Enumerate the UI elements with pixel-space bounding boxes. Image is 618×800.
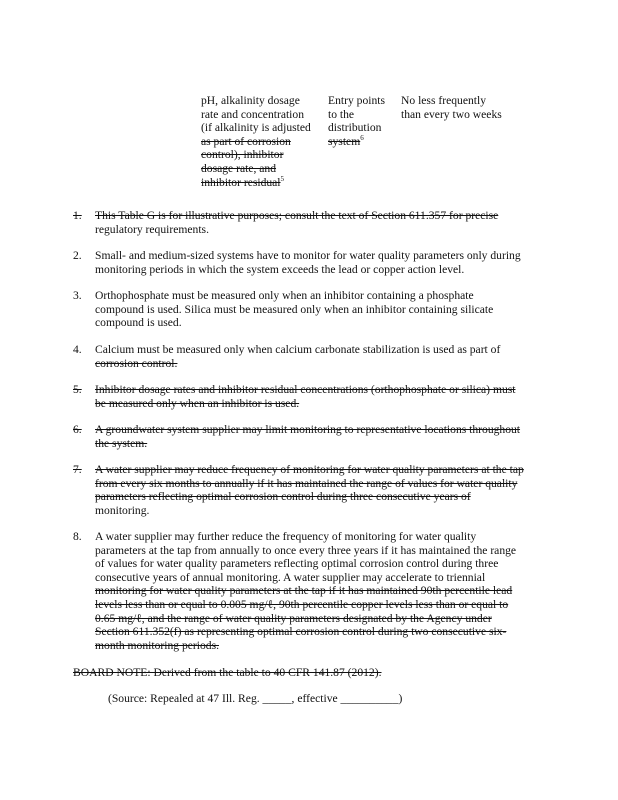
cell-line: distribution <box>328 121 382 135</box>
note-line-struck: Inhibitor dosage rates and inhibitor residual concentrations (orthophosphate or silica) must <box>95 383 516 396</box>
cell-line-with-footnote <box>328 135 398 149</box>
cell-line-struck: control), inhibitor <box>201 148 284 162</box>
table-cell-parameters <box>201 94 326 189</box>
note-line: Calcium must be measured only when calcium carbonate stabilization is used as part of <box>95 343 501 356</box>
cell-line-with-footnote <box>201 176 326 190</box>
cell-line: Entry points <box>328 94 386 107</box>
note-number: 2. <box>73 249 82 262</box>
note-line-struck: be measured only when an inhibitor is used. <box>95 396 300 410</box>
cell-line: (if alkalinity is adjusted <box>201 121 311 135</box>
note-line: compound is used. <box>95 316 182 330</box>
note-line: A water supplier may further reduce the frequency of monitoring for water quality <box>95 530 477 543</box>
table-cell-frequency <box>401 94 531 121</box>
cell-line: pH, alkalinity dosage <box>201 94 300 107</box>
note-line: monitoring periods in which the system exceeds the lead or copper action level. <box>95 262 465 276</box>
note-text <box>95 209 545 236</box>
note-text <box>95 383 545 410</box>
note-text <box>95 343 545 370</box>
note-text <box>95 249 545 276</box>
source-line: (Source: Repealed at 47 Ill. Reg. _____, effective __________) <box>108 692 403 705</box>
note-line-struck: parameters reflecting optimal corrosion control during three consecutive years of <box>95 490 471 504</box>
note-line: compound is used. Silica must be measured only when an inhibitor containing silicate <box>95 302 494 316</box>
note-text <box>95 423 545 450</box>
board-note: BOARD NOTE: Derived from the table to 40 CFR 141.87 (2012). <box>73 666 382 679</box>
note-number: 3. <box>73 289 82 302</box>
note-number: 7. <box>73 463 82 476</box>
note-line-struck: corrosion control. <box>95 356 178 370</box>
note-text <box>95 289 545 330</box>
cell-line-struck: dosage rate, and <box>201 161 277 175</box>
note-line: monitoring. <box>95 503 150 517</box>
note-line-struck: month monitoring periods. <box>95 638 219 652</box>
note-line-struck: A water supplier may reduce frequency of monitoring for water quality parameters at the tap <box>95 463 524 476</box>
note-line-struck: levels less than or equal to 0.005 mg/ℓ, 90th percentile copper levels less than or equal to <box>95 597 509 611</box>
note-line-struck: This Table G is for illustrative purposes; consult the text of Section 611.357 for precise <box>95 209 499 222</box>
note-number: 5. <box>73 383 82 396</box>
note-line: consecutive years of annual monitoring. A water supplier may accelerate to triennial <box>95 570 486 584</box>
note-number: 6. <box>73 423 82 436</box>
cell-line-struck: as part of corrosion <box>201 134 291 148</box>
note-line: of values for water quality parameters reflecting optimal corrosion control during three <box>95 557 499 571</box>
note-number: 8. <box>73 530 82 543</box>
cell-line: to the <box>328 107 355 121</box>
cell-line: No less frequently <box>401 94 487 107</box>
cell-line-struck: system <box>328 134 361 148</box>
footnote-marker: 5 <box>280 174 285 183</box>
table-cell-location <box>328 94 398 148</box>
cell-line: than every two weeks <box>401 107 502 121</box>
note-line-struck: A groundwater system supplier may limit monitoring to representative locations throughout <box>95 423 521 436</box>
note-number: 4. <box>73 343 82 356</box>
note-line-struck: monitoring for water quality parameters at the tap if it has maintained 90th percentile lead <box>95 584 513 598</box>
note-text <box>95 463 545 517</box>
note-line-struck: the system. <box>95 436 148 450</box>
note-number: 1. <box>73 209 82 222</box>
note-line-struck: Section 611.352(f) as representing optimal corrosion control during two consecutive six- <box>95 625 507 639</box>
cell-line-struck: inhibitor residual <box>201 175 281 189</box>
cell-line: rate and concentration <box>201 107 305 121</box>
note-line: Orthophosphate must be measured only when an inhibitor containing a phosphate <box>95 289 474 302</box>
note-line-struck: from every six months to annually if it has maintained the range of values for water quality <box>95 476 518 490</box>
note-line: Small- and medium-sized systems have to monitor for water quality parameters only during <box>95 249 521 262</box>
note-text <box>95 530 545 652</box>
footnote-marker: 6 <box>360 133 364 142</box>
note-line: parameters at the tap from annually to once every three years if it has maintained the range <box>95 543 517 557</box>
note-line: regulatory requirements. <box>95 222 209 236</box>
note-line-struck: 0.65 mg/ℓ, and the range of water quality parameters designated by the Agency under <box>95 611 492 625</box>
